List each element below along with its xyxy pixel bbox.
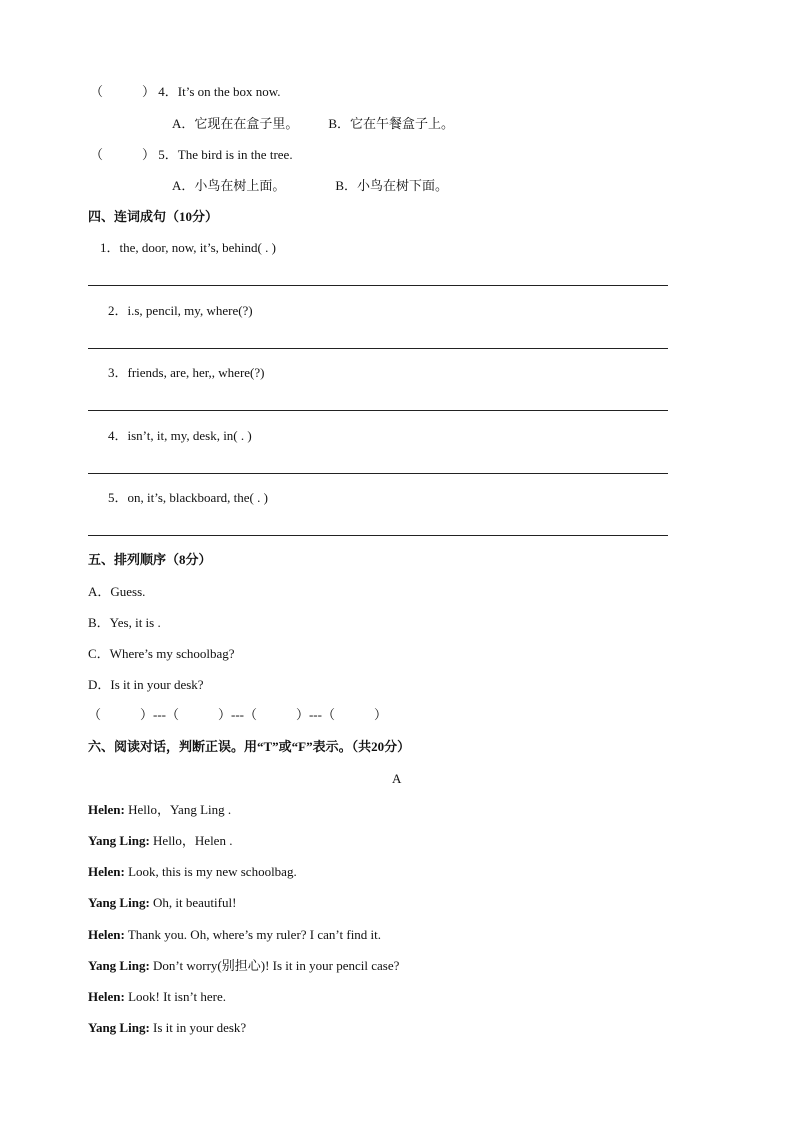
dialogue-line [88,864,297,880]
option-b: B．它在午餐盒子上。 [328,116,455,131]
order-option-d: D．Is it in your desk? [88,677,204,692]
order-option-a: A．Guess. [88,584,146,599]
answer-paren[interactable]: （ ） [90,84,156,99]
option-b: B．小鸟在树下面。 [335,178,449,193]
dialogue-line [88,1020,246,1036]
answer-line-3[interactable] [88,410,668,411]
sentence-item-5: 5．on, it’s, blackboard, the( . ) [108,490,268,505]
section-6-heading: 六、阅读对话，判断正误。用“T”或“F”表示。（共20分） [88,739,411,754]
question-5 [90,147,293,163]
utterance: Look! It isn’t here. [124,989,227,1004]
utterance: Don’t worry(别担心)! Is it in your pencil case? [149,958,400,973]
answer-paren[interactable]: （ ） [90,147,156,162]
dialogue-line [88,989,226,1005]
question-5-options [172,178,448,194]
speaker: Yang Ling: [88,1020,150,1035]
speaker: Helen: [88,927,125,942]
option-a: A．它现在在盒子里。 [172,116,299,131]
option-a: A．小鸟在树上面。 [172,178,286,193]
question-4 [90,84,281,100]
section-4-heading: 四、连词成句（10分） [88,209,219,224]
order-option-b: B．Yes, it is . [88,615,161,630]
dialogue-line [88,802,231,818]
question-stem: 5．The bird is in the tree. [158,147,293,162]
sentence-item-3: 3．friends, are, her,, where(?) [108,365,265,380]
answer-line-5[interactable] [88,535,668,536]
utterance: Is it in your desk? [149,1020,247,1035]
dialogue-line [88,833,232,849]
dialogue-line [88,958,399,974]
utterance: Hello，Yang Ling . [124,802,232,817]
speaker: Yang Ling: [88,895,150,910]
order-answer-sequence[interactable]: （ ）---（ ）---（ ）---（ ） [88,707,387,722]
question-4-options [172,116,454,132]
question-stem: 4．It’s on the box now. [158,84,281,99]
passage-label: A [392,771,402,786]
sentence-item-2: 2．i.s, pencil, my, where(?) [108,303,253,318]
section-5-heading: 五、排列顺序（8分） [88,552,212,567]
utterance: Thank you. Oh, where’s my ruler? I can’t find it. [124,927,382,942]
sentence-item-1: 1．the, door, now, it’s, behind( . ) [100,240,276,255]
answer-line-2[interactable] [88,348,668,349]
answer-line-1[interactable] [88,285,668,286]
order-option-c: C．Where’s my schoolbag? [88,646,235,661]
utterance: Hello，Helen . [149,833,233,848]
speaker: Yang Ling: [88,958,150,973]
speaker: Helen: [88,802,125,817]
speaker: Helen: [88,864,125,879]
speaker: Yang Ling: [88,833,150,848]
dialogue-line [88,927,381,943]
answer-line-4[interactable] [88,473,668,474]
utterance: Oh, it beautiful! [149,895,237,910]
sentence-item-4: 4．isn’t, it, my, desk, in( . ) [108,428,252,443]
speaker: Helen: [88,989,125,1004]
dialogue-line [88,895,236,911]
utterance: Look, this is my new schoolbag. [124,864,297,879]
